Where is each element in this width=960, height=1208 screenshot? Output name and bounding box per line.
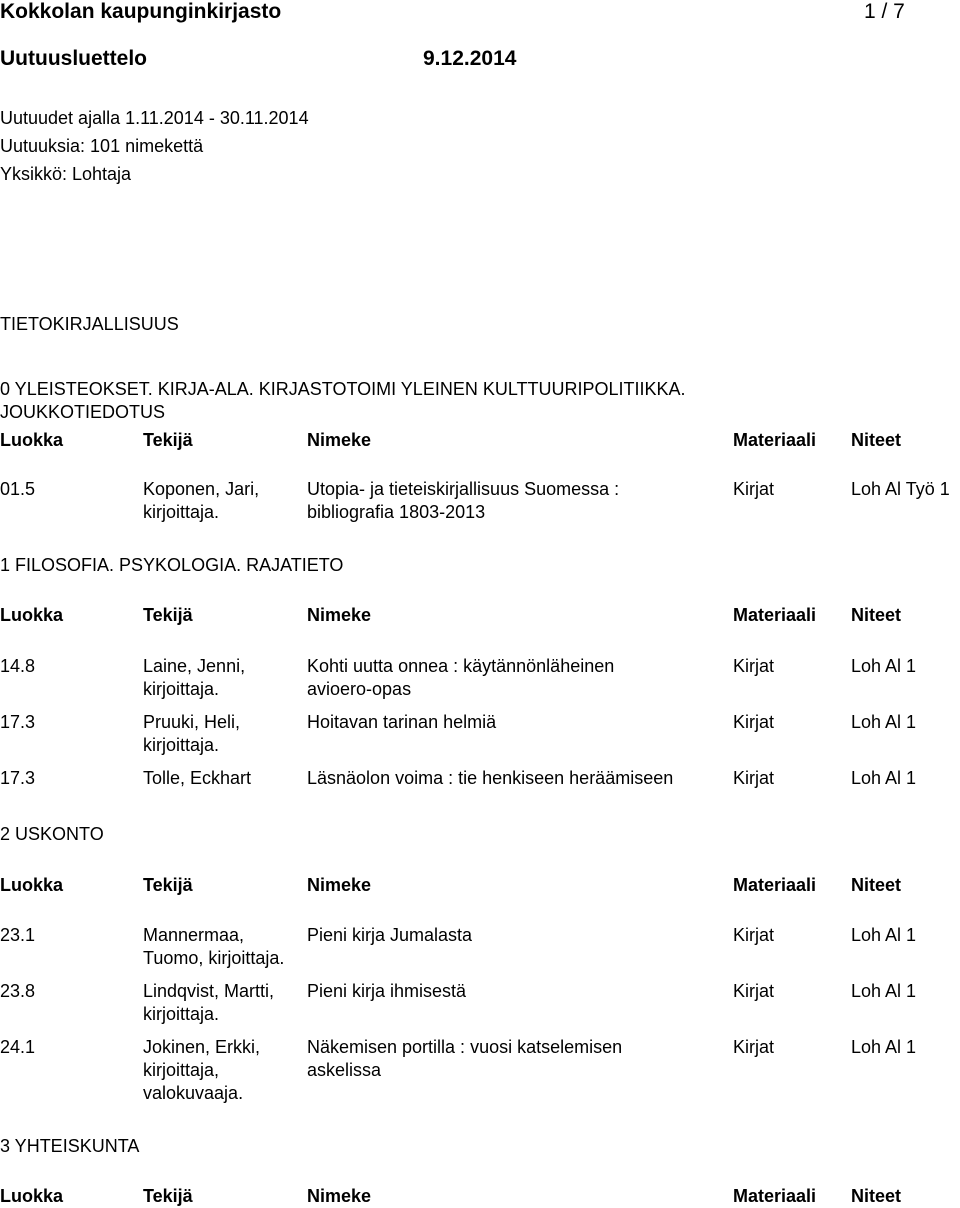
col-author: Tekijä [143, 875, 193, 895]
item-title: Hoitavan tarinan helmiä [307, 712, 497, 732]
col-material: Materiaali [733, 605, 817, 625]
item-title: Pieni kirja ihmisestä [307, 981, 467, 1001]
main-heading: TIETOKIRJALLISUUS [0, 314, 179, 334]
col-class: Luokka [0, 605, 64, 625]
item-copies: Loh Al 1 [851, 656, 917, 676]
item-copies: Loh Al 1 [851, 981, 917, 1001]
info-period: Uutuudet ajalla 1.11.2014 - 30.11.2014 [0, 108, 309, 128]
item-author: Jokinen, Erkki, kirjoittaja, valokuvaaja. [143, 1037, 261, 1103]
section-heading-cont: JOUKKOTIEDOTUS [0, 402, 166, 422]
col-material: Materiaali [733, 430, 817, 450]
item-title: Utopia- ja tieteiskirjallisuus Suomessa : bibliografia 1803-2013 [307, 479, 620, 522]
item-class: 14.8 [0, 656, 36, 676]
col-title: Nimeke [307, 875, 372, 895]
col-class: Luokka [0, 430, 64, 450]
item-copies: Loh Al 1 [851, 1037, 917, 1057]
list-date: 9.12.2014 [423, 47, 517, 70]
item-material: Kirjat [733, 768, 775, 788]
col-material: Materiaali [733, 875, 817, 895]
item-class: 17.3 [0, 768, 36, 788]
item-copies: Loh Al 1 [851, 768, 917, 788]
info-count: Uutuuksia: 101 nimekettä [0, 136, 204, 156]
item-author: Mannermaa, Tuomo, kirjoittaja. [143, 925, 285, 968]
col-material: Materiaali [733, 1186, 817, 1206]
col-copies: Niteet [851, 875, 902, 895]
item-class: 23.8 [0, 981, 36, 1001]
section-heading: 1 FILOSOFIA. PSYKOLOGIA. RAJATIETO [0, 555, 344, 575]
library-name: Kokkolan kaupunginkirjasto [0, 0, 282, 23]
item-material: Kirjat [733, 712, 775, 732]
page-number: 1 / 7 [864, 0, 905, 23]
col-title: Nimeke [307, 430, 372, 450]
item-material: Kirjat [733, 981, 775, 1001]
list-title: Uutuusluettelo [0, 47, 147, 70]
item-class: 24.1 [0, 1037, 36, 1057]
item-title: Läsnäolon voima : tie henkiseen heräämiseen [307, 768, 674, 788]
item-author: Pruuki, Heli, kirjoittaja. [143, 712, 241, 755]
col-class: Luokka [0, 875, 64, 895]
item-material: Kirjat [733, 925, 775, 945]
section-heading: 0 YLEISTEOKSET. KIRJA-ALA. KIRJASTOTOIMI YLEINEN KULTTUURIPOLITIIKKA. [0, 379, 686, 399]
item-author: Laine, Jenni, kirjoittaja. [143, 656, 246, 699]
col-copies: Niteet [851, 1186, 902, 1206]
col-author: Tekijä [143, 605, 193, 625]
col-title: Nimeke [307, 605, 372, 625]
item-class: 23.1 [0, 925, 36, 945]
item-author: Lindqvist, Martti, kirjoittaja. [143, 981, 275, 1024]
info-unit: Yksikkö: Lohtaja [0, 164, 132, 184]
item-class: 17.3 [0, 712, 36, 732]
item-title: Pieni kirja Jumalasta [307, 925, 473, 945]
item-title: Näkemisen portilla : vuosi katselemisen askelissa [307, 1037, 623, 1080]
item-author: Koponen, Jari, kirjoittaja. [143, 479, 260, 522]
col-copies: Niteet [851, 605, 902, 625]
item-material: Kirjat [733, 656, 775, 676]
item-class: 01.5 [0, 479, 36, 499]
item-material: Kirjat [733, 1037, 775, 1057]
item-material: Kirjat [733, 479, 775, 499]
item-copies: Loh Al 1 [851, 712, 917, 732]
col-author: Tekijä [143, 1186, 193, 1206]
item-author: Tolle, Eckhart [143, 768, 252, 788]
item-copies: Loh Al 1 [851, 925, 917, 945]
col-copies: Niteet [851, 430, 902, 450]
section-heading: 2 USKONTO [0, 824, 104, 844]
section-heading: 3 YHTEISKUNTA [0, 1136, 140, 1156]
item-title: Kohti uutta onnea : käytännönläheinen avioero-opas [307, 656, 615, 699]
item-copies: Loh Al Työ 1 [851, 479, 950, 499]
col-class: Luokka [0, 1186, 64, 1206]
col-author: Tekijä [143, 430, 193, 450]
col-title: Nimeke [307, 1186, 372, 1206]
